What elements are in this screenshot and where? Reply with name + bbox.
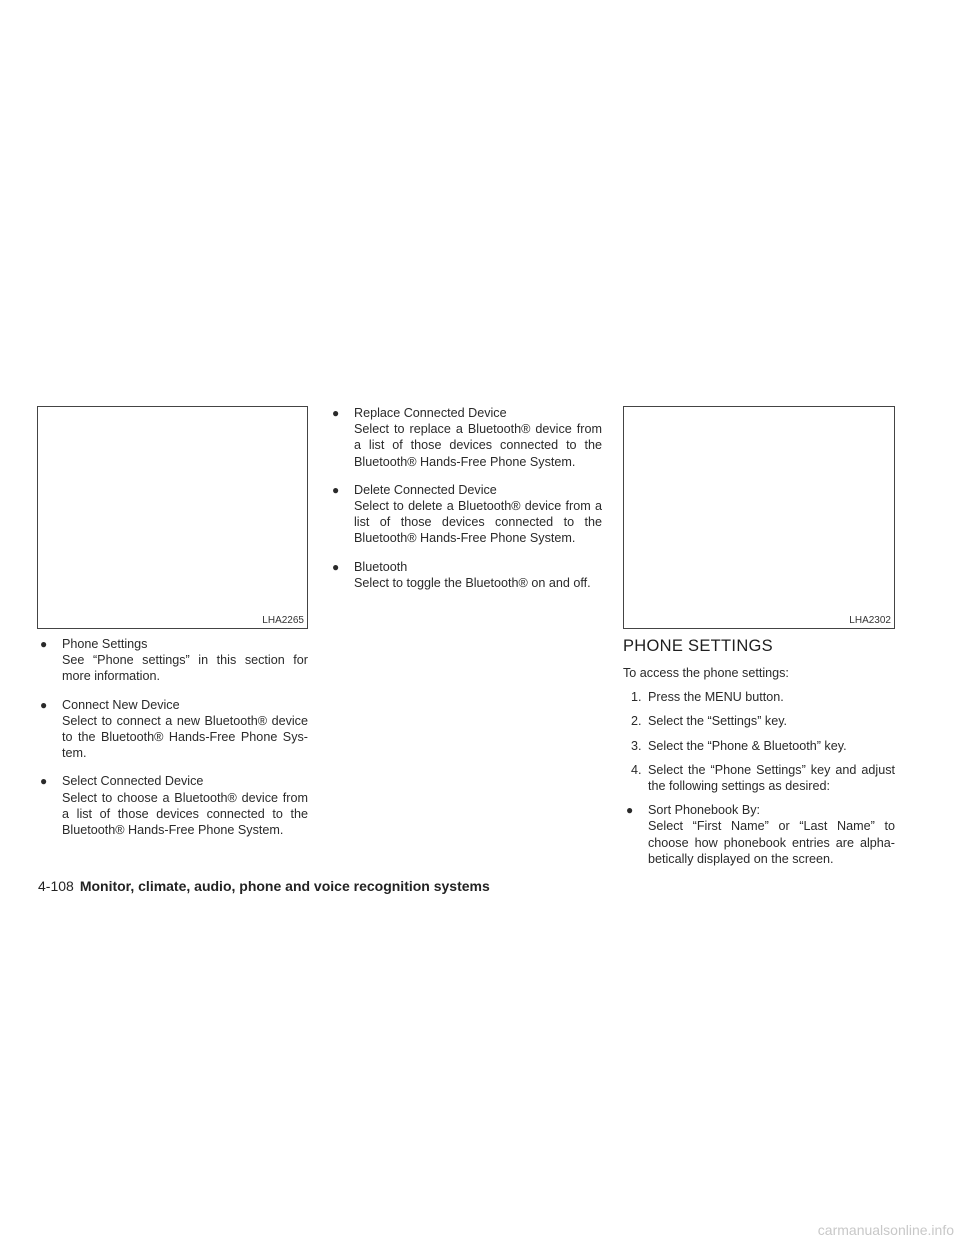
section-heading: PHONE SETTINGS xyxy=(623,637,773,655)
item-description: Select to connect a new Bluetooth® device to the Bluetooth® Hands-Free Phone Sys-tem. xyxy=(62,713,308,761)
item-description: Select “First Name” or “Last Name” to choose how phonebook entries are alpha-betically displayed on the screen. xyxy=(648,819,895,866)
step-item xyxy=(623,738,895,754)
item-title: Delete Connected Device xyxy=(354,482,497,497)
bullet-icon: ● xyxy=(626,803,634,818)
step-number: 2. xyxy=(631,714,642,729)
step-item xyxy=(623,762,895,794)
list-item xyxy=(37,697,308,762)
item-title: Bluetooth xyxy=(354,559,408,574)
item-title: Select Connected Device xyxy=(62,774,204,789)
bullet-icon: ● xyxy=(40,697,48,712)
figure-lha2302 xyxy=(623,406,895,629)
item-title: Phone Settings xyxy=(62,637,148,651)
step-text: Press the MENU button. xyxy=(648,690,784,705)
chapter-title: Monitor, climate, audio, phone and voice recognition systems xyxy=(79,878,490,894)
list-item xyxy=(329,405,602,470)
figure-code: LHA2265 xyxy=(262,615,304,626)
item-title: Sort Phonebook By: xyxy=(648,803,761,818)
step-item xyxy=(623,689,895,705)
middle-column xyxy=(329,405,602,603)
item-title: Connect New Device xyxy=(62,697,180,712)
right-column xyxy=(623,636,895,879)
bullet-icon: ● xyxy=(332,406,340,420)
list-item xyxy=(623,802,895,867)
page-footer xyxy=(38,877,490,895)
item-description: Select to choose a Bluetooth® device from a list of those devices connected to the Bluetooth® Hands-Free Phone System. xyxy=(62,790,308,838)
bullet-icon: ● xyxy=(332,482,340,497)
step-text: Select the “Phone Settings” key and adjust the following settings as desired: xyxy=(648,762,895,794)
item-description: See “Phone settings” in this section for more information. xyxy=(62,653,308,684)
list-item xyxy=(329,559,602,591)
step-number: 3. xyxy=(631,738,642,753)
intro-text: To access the phone settings: xyxy=(623,666,789,680)
page-number: 4-108 xyxy=(38,878,74,894)
item-title: Replace Connected Device xyxy=(354,406,507,420)
bullet-icon: ● xyxy=(40,774,48,789)
step-item xyxy=(623,713,895,729)
bullet-icon: ● xyxy=(40,637,48,651)
step-text: Select the “Settings” key. xyxy=(648,714,788,729)
item-description: Select to toggle the Bluetooth® on and off. xyxy=(354,575,591,590)
bullet-icon: ● xyxy=(332,559,340,574)
list-item xyxy=(329,482,602,547)
step-number: 4. xyxy=(631,762,642,777)
watermark: carmanualsonline.info xyxy=(817,1222,954,1238)
step-number: 1. xyxy=(631,690,642,705)
list-item xyxy=(37,773,308,838)
figure-lha2265 xyxy=(37,406,308,629)
step-text: Select the “Phone & Bluetooth” key. xyxy=(648,738,847,753)
item-description: Select to delete a Bluetooth® device from a list of those devices connected to the Bluetooth® Hands-Free Phone System. xyxy=(354,499,602,546)
item-description: Select to replace a Bluetooth® device from a list of those devices connected to the Bluetooth® Hands-Free Phone System. xyxy=(354,422,602,469)
figure-code: LHA2302 xyxy=(849,615,891,626)
left-column xyxy=(37,636,308,850)
list-item xyxy=(37,636,308,685)
